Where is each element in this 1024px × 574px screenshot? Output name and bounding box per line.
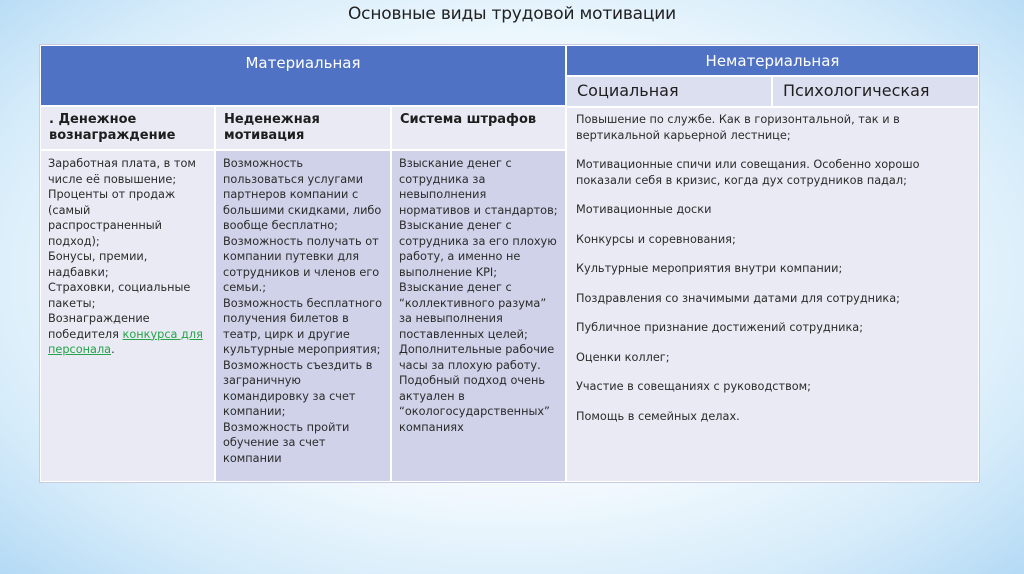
list-item: числе её повышение; <box>48 172 177 186</box>
list-item: Поздравления со значимыми датами для сотрудника; <box>576 291 900 305</box>
subheader-social-label: Социальная <box>577 81 679 100</box>
list-item: получения билетов в <box>223 312 349 325</box>
list-item: актуален в <box>399 389 465 403</box>
header-nonmaterial <box>566 45 979 76</box>
subheader-psychological-label: Психологическая <box>783 81 930 100</box>
list-item: Мотивационные спичи или совещания. Особенно хорошо <box>576 158 920 171</box>
list-item: Возможность съездить в <box>223 358 373 372</box>
column-monetary <box>40 106 215 150</box>
contest-link[interactable]: конкурса для <box>122 327 203 341</box>
list-item: часы за плохую работу. <box>399 358 541 372</box>
list-item-with-link <box>48 327 207 343</box>
column-nonmonetary-label: Неденежная мотивация <box>224 112 320 143</box>
nonmonetary-cell <box>215 150 391 482</box>
list-item: Взыскание денег с <box>399 157 512 170</box>
list-item: Мотивационные доски <box>576 203 712 216</box>
list-item: сотрудника за его плохую <box>399 234 557 248</box>
header-material-label: Материальная <box>245 54 361 72</box>
list-item: Повышение по службе. Как в горизонтальной, так и в <box>576 113 900 126</box>
list-item: Возможность бесплатного <box>223 296 383 310</box>
list-item: Конкурсы и соревнования; <box>576 232 736 246</box>
list-item: “окологосударственных” <box>399 405 550 418</box>
list-item: Дополнительные рабочие <box>399 343 555 356</box>
list-item: Возможность <box>223 157 304 170</box>
list-item: театр, цирк и другие <box>223 327 350 341</box>
column-fines <box>391 106 566 150</box>
list-item: (самый распространенный <box>48 203 163 232</box>
link-suffix: . <box>111 343 115 356</box>
list-item: Культурные мероприятия внутри компании; <box>576 262 843 275</box>
list-item: Вознаграждение <box>48 312 150 325</box>
list-item: вертикальной карьерной лестнице; <box>576 128 791 142</box>
column-nonmonetary <box>215 106 391 150</box>
list-item: Оценки коллег; <box>576 350 670 364</box>
list-item: Бонусы, премии, <box>48 250 148 263</box>
header-nonmaterial-label: Нематериальная <box>705 51 840 70</box>
list-item: компании путевки для <box>223 250 360 263</box>
list-item: сотрудников и членов его <box>223 265 380 279</box>
nonmaterial-cell <box>566 107 979 482</box>
list-item: большими скидками, либо <box>223 203 382 217</box>
fines-cell <box>391 150 566 482</box>
list-item: показали себя в кризис, когда дух сотрудников падал; <box>576 173 907 187</box>
list-item: семьи.; <box>223 281 267 294</box>
list-item: нормативов и стандартов; <box>399 203 558 217</box>
list-item: обучение за счет <box>223 436 326 449</box>
list-item: подход); <box>48 234 100 248</box>
list-item: компании; <box>223 405 286 418</box>
list-item: “коллективного разума” <box>399 296 547 310</box>
list-item: вообще бесплатно; <box>223 219 338 232</box>
list-item: Подобный подход очень <box>399 374 546 387</box>
list-item: партнеров компании с <box>223 188 359 201</box>
list-item: Заработная плата, в том <box>48 157 196 170</box>
list-item: сотрудника за <box>399 172 486 186</box>
link-prefix: победителя <box>48 327 123 341</box>
personnel-link[interactable]: персонала <box>48 343 112 356</box>
list-item: пользоваться услугами <box>223 172 364 186</box>
list-item: выполнение KPI; <box>399 265 498 279</box>
list-item: Публичное признание достижений сотрудника; <box>576 321 864 334</box>
list-item: культурные мероприятия; <box>223 343 381 356</box>
list-item: Страховки, социальные <box>48 281 191 294</box>
list-item-with-link <box>48 342 207 358</box>
list-item: заграничную <box>223 374 301 387</box>
subheader-social <box>566 76 772 107</box>
list-item: компании <box>223 451 282 465</box>
list-item: за невыполнения <box>399 312 503 325</box>
column-fines-label: Система штрафов <box>400 112 537 127</box>
list-item: поставленных целей; <box>399 327 528 341</box>
list-item: Возможность пройти <box>223 420 350 434</box>
list-item: Возможность получать от <box>223 234 379 248</box>
list-item: Помощь в семейных делах. <box>576 409 740 423</box>
list-item: Проценты от продаж <box>48 188 176 201</box>
list-item: надбавки; <box>48 265 109 279</box>
subheader-psychological <box>772 76 979 107</box>
page-title: Основные виды трудовой мотивации <box>348 4 676 24</box>
list-item: работу, а именно не <box>399 250 521 263</box>
column-monetary-label: . Денежное вознаграждение <box>49 112 176 143</box>
list-item: компаниях <box>399 420 464 434</box>
list-item: невыполнения <box>399 188 487 201</box>
list-item: Участие в совещаниях с руководством; <box>576 380 811 393</box>
header-material <box>40 45 566 106</box>
monetary-cell <box>40 150 215 482</box>
list-item: Взыскание денег с <box>399 219 512 232</box>
list-item: Взыскание денег с <box>399 281 512 294</box>
list-item: пакеты; <box>48 296 96 310</box>
list-item: командировку за счет <box>223 389 356 403</box>
